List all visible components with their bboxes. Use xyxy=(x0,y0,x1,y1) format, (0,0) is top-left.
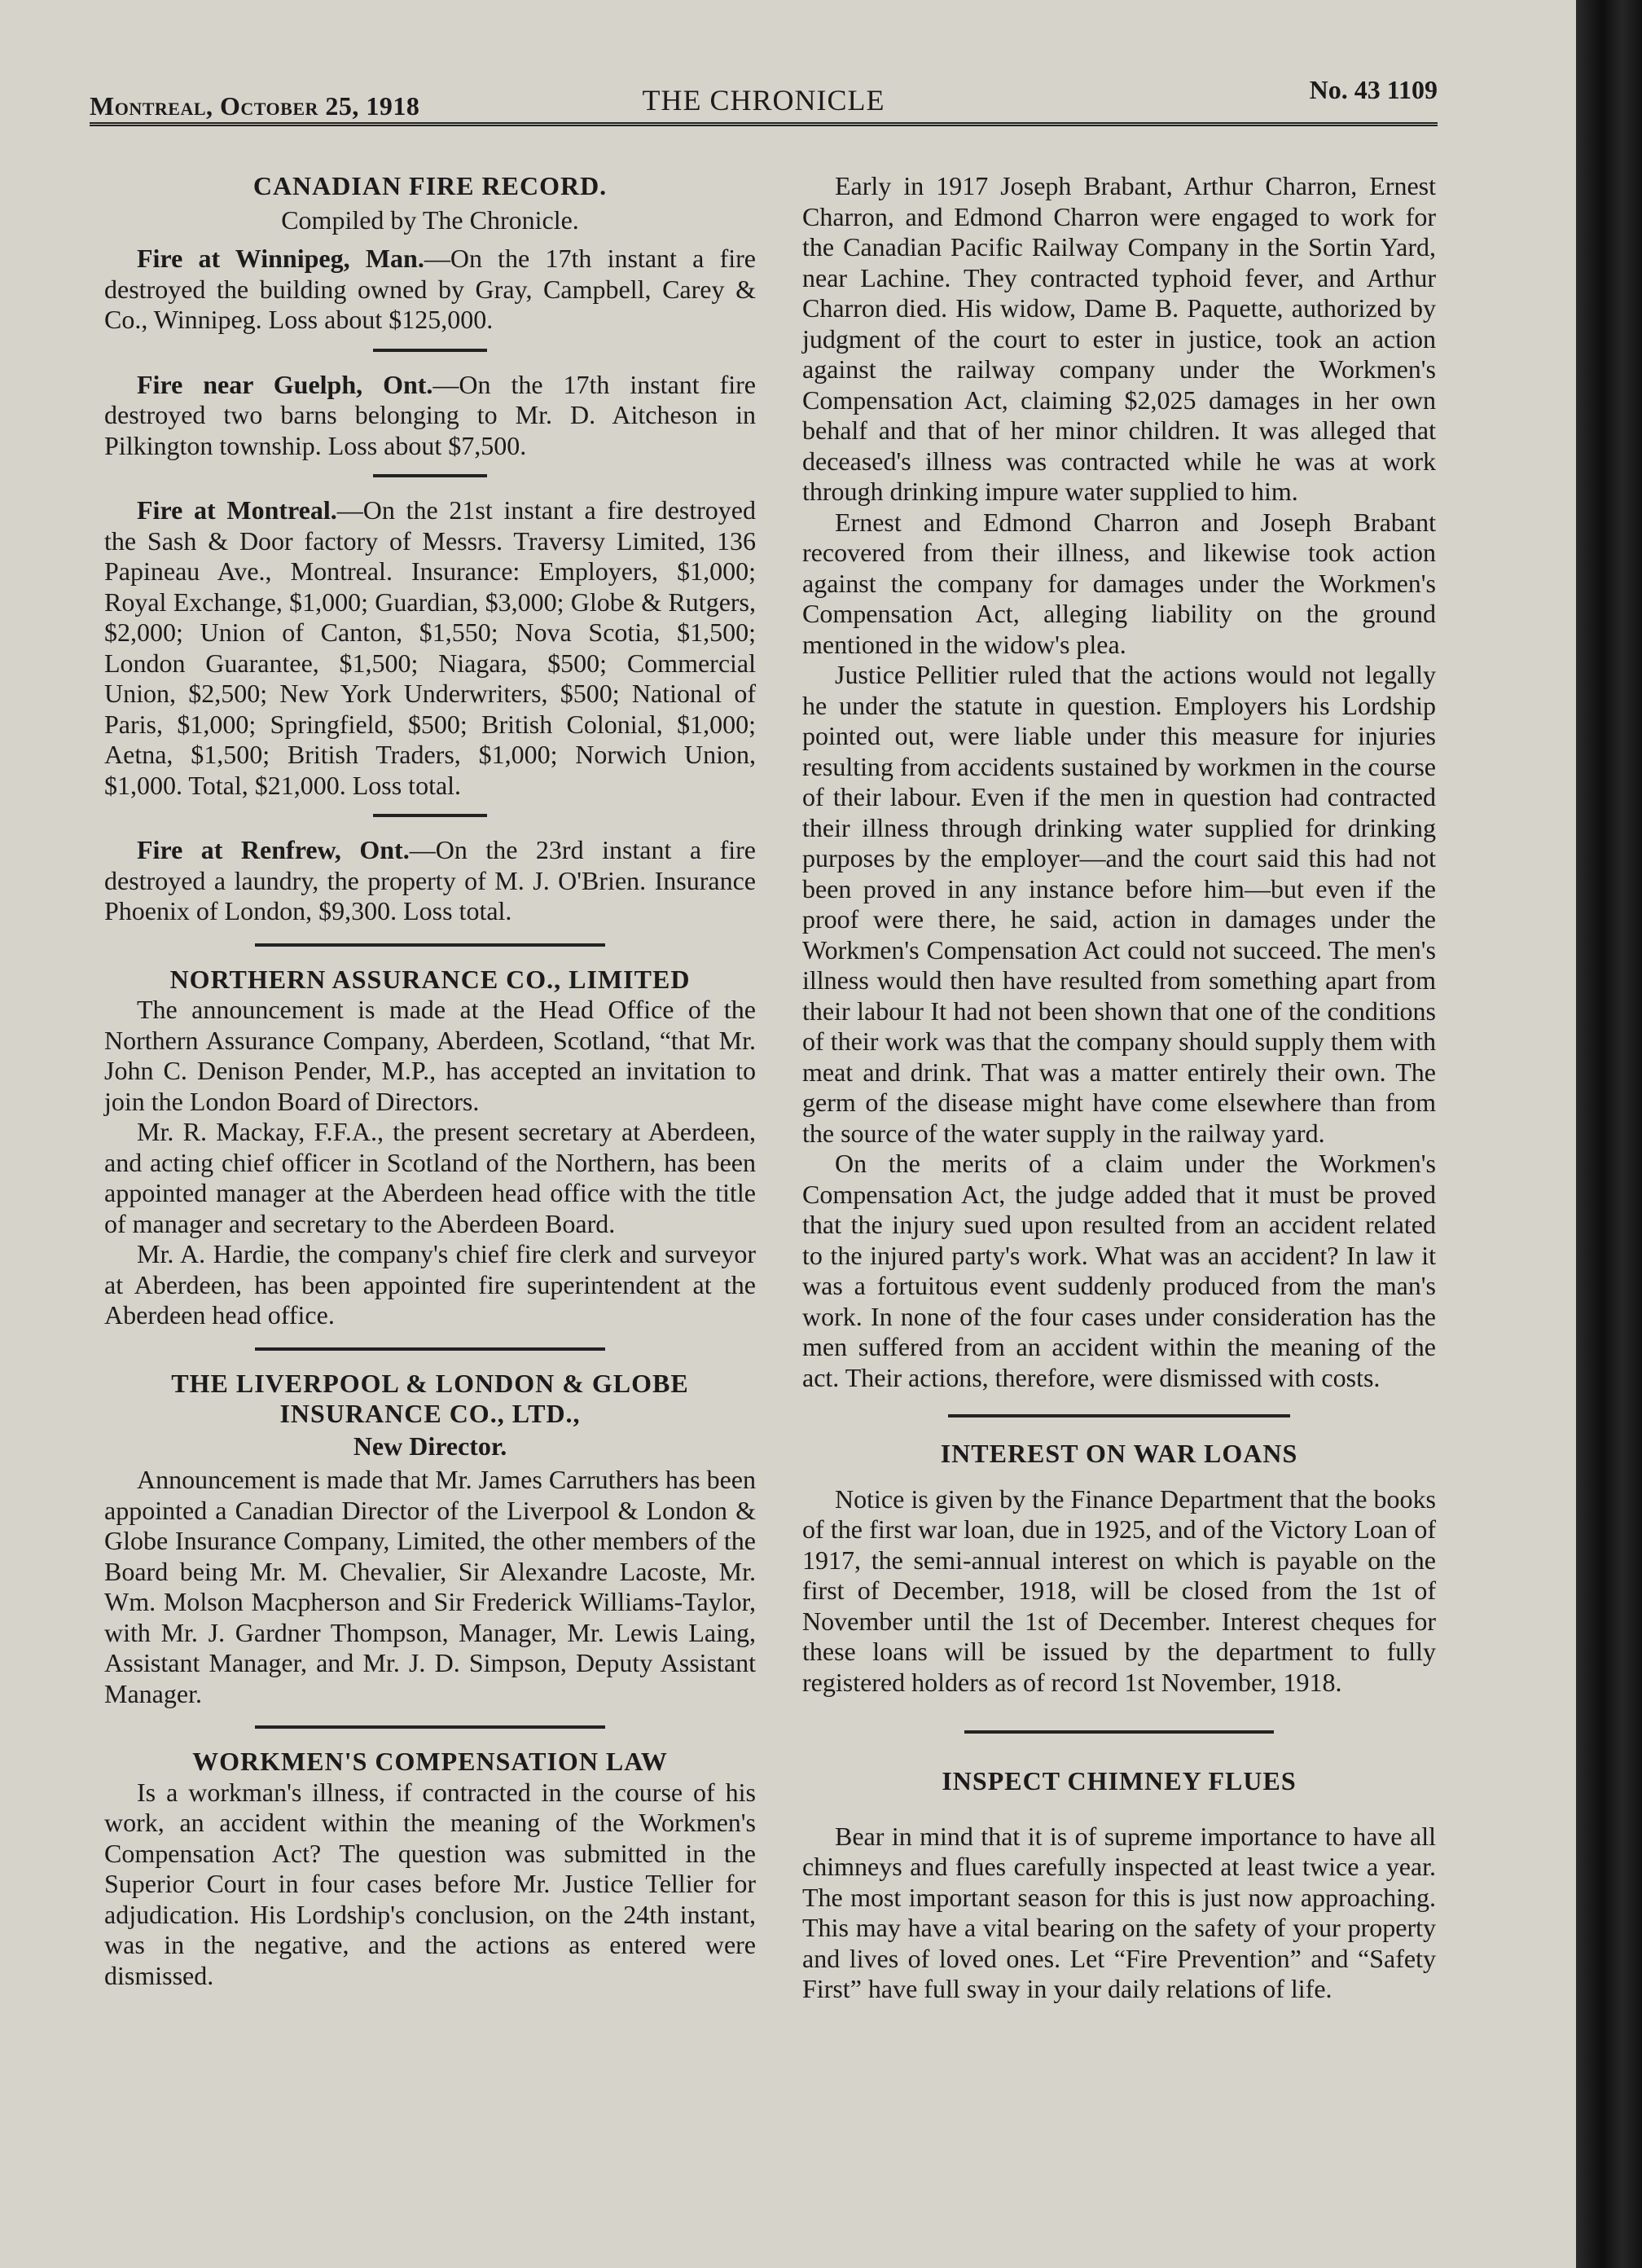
fire-item-lead: Fire near Guelph, Ont. xyxy=(137,369,433,399)
dateline: Montreal, October 25, 1918 xyxy=(90,91,420,121)
chimney-paragraph: Bear in mind that it is of supreme importance to have all chimneys and flues carefully inspected at least twice a year. The most important season for this is just now approaching. This may have a vital bearing on the safety of your property and lives of loved ones. Let “Fire Prevention” and “Safety First” have full sway in your daily relations of life. xyxy=(802,1821,1436,2003)
masthead: THE CHRONICLE xyxy=(642,84,885,116)
page-header xyxy=(90,75,1438,124)
fire-item-text: —On the 17th instant fire destroyed two barns belonging to Mr. D. Aitcheson in Pilkington township. Loss about $7,500. xyxy=(104,369,756,460)
fire-record-subtitle: Compiled by The Chronicle. xyxy=(281,204,579,235)
section-divider xyxy=(255,943,605,947)
section-divider xyxy=(255,1347,605,1351)
workmen-paragraph: Ernest and Edmond Charron and Joseph Brabant recovered from their illness, and likewise took action against the company for damages under the Workmen's Compensation Act, alleging liability on the ground mentioned in the widow's plea. xyxy=(802,507,1436,659)
fire-item xyxy=(104,244,756,336)
war-loans-title: INTEREST ON WAR LOANS xyxy=(940,1439,1298,1468)
liverpool-title-line1: THE LIVERPOOL & LONDON & GLOBE xyxy=(171,1368,689,1398)
divider xyxy=(373,349,487,352)
fire-item-text: —On the 21st instant a fire destroyed the Sash & Door factory of Messrs. Traversy Limited, 136 Papineau Ave., Montreal. Insurance: Employers, $1,000; Royal Exchange, $1,000; Guardian, $3,000; Globe & Rutgers, $2,000; Union of Canton, $1,550; Nova Scotia, $1,500; London Guarantee, $1,500; Niagara, $500; Commercial Union, $2,500; New York Underwriters, $500; National of Paris, $1,000; Springfield, $500; British Colonial, $1,000; Aetna, $1,500; British Traders, $1,000; Norwich Union, $1,000. Total, $21,000. Loss total. xyxy=(104,495,756,800)
left-column xyxy=(104,171,756,1991)
liverpool-title-line2: INSURANCE CO., LTD., xyxy=(279,1399,581,1428)
fire-item-lead: Fire at Montreal. xyxy=(137,495,337,525)
chimney-title: INSPECT CHIMNEY FLUES xyxy=(942,1766,1297,1796)
war-loans-paragraph: Notice is given by the Finance Department that the books of the first war loan, due in 1925, and of the Victory Loan of 1917, the semi-annual interest on which is payable on the first of December, 1918, will be closed from the 1st of November until the 1st of December. Interest cheques for these loans will be issued by the department to fully registered holders as of record 1st November, 1918. xyxy=(802,1483,1436,1697)
northern-title: NORTHERN ASSURANCE CO., LIMITED xyxy=(169,964,691,994)
northern-paragraph: The announcement is made at the Head Office of the Northern Assurance Company, Aberdeen, Scotland, “that Mr. John C. Denison Pender, M.P., has accepted an invitation to join the London Board of Directors. xyxy=(104,995,756,1116)
northern-paragraph: Mr. A. Hardie, the company's chief fire clerk and surveyor at Aberdeen, has been appointed fire superintendent at the Aberdeen head office. xyxy=(104,1239,756,1330)
fire-item-lead: Fire at Winnipeg, Man. xyxy=(137,244,424,273)
workmen-paragraph: Is a workman's illness, if contracted in the course of his work, an accident within the meaning of the Workmen's Compensation Act? The question was submitted in the Superior Court in four cases before Mr. Justice Tellier for adjudication. His Lordship's conclusion, on the 24th instant, was in the negative, and the actions as entered were dismissed. xyxy=(104,1777,756,1990)
workmen-paragraph: Early in 1917 Joseph Brabant, Arthur Charron, Ernest Charron, and Edmond Charron were engaged to work for the Canadian Pacific Railway Company in the Sortin Yard, near Lachine. They contracted typhoid fever, and Arthur Charron died. His widow, Dame B. Paquette, authorized by judgment of the court to ester in justice, took an action against the railway company under the Workmen's Compensation Act, claiming $2,025 damages in her own behalf and that of her minor children. It was alleged that deceased's illness was contracted while he was at work through drinking impure water supplied to him. xyxy=(802,171,1436,506)
fire-item-text: —On the 17th instant a fire destroyed the building owned by Gray, Campbell, Carey & Co., Winnipeg. Loss about $125,000. xyxy=(104,244,757,334)
liverpool-subhead: New Director. xyxy=(353,1431,507,1461)
section-divider xyxy=(255,1725,605,1729)
divider xyxy=(373,474,487,477)
section-divider xyxy=(964,1730,1274,1734)
fire-item xyxy=(104,835,756,927)
workmen-title: WORKMEN'S COMPENSATION LAW xyxy=(192,1747,668,1776)
section-divider xyxy=(948,1414,1290,1418)
fire-item-lead: Fire at Renfrew, Ont. xyxy=(137,835,410,864)
fire-item xyxy=(104,370,756,462)
spacer xyxy=(802,1797,1436,1822)
northern-paragraph: Mr. R. Mackay, F.F.A., the present secretary at Aberdeen, and acting chief officer in Scotland of the Northern, has been appointed manager at the Aberdeen head office with the title of manager and secretary to the Aberdeen Board. xyxy=(104,1117,756,1238)
workmen-paragraph: Justice Pellitier ruled that the actions would not legally he under the statute in question. Employers his Lordship pointed out, were liable under this measure for injuries resulting from accidents sustained by workmen in the course of their labour. Even if the men in question had contracted their illness through drinking water supplied for drinking purposes by the employer—and the court said this had not been proved in any instance before him—but even if the proof were there, he said, action in damages under the Workmen's Compensation Act could not succeed. The men's illness would then have resulted from something apart from their labour It had not been shown that one of the conditions of their work was that the company should supply them with meat and drink. That was a matter entirely their own. The germ of the disease might have come elsewhere than from the source of the water supply in the railway yard. xyxy=(802,660,1436,1148)
book-binding-edge xyxy=(1576,0,1642,2268)
fire-item-text: —On the 23rd instant a fire destroyed a laundry, the property of M. J. O'Brien. Insurance Phoenix of London, $9,300. Loss total. xyxy=(104,835,756,925)
fire-record-title: CANADIAN FIRE RECORD. xyxy=(252,171,608,200)
workmen-paragraph: On the merits of a claim under the Workmen's Compensation Act, the judge added that it must be proved that the injury sued upon resulted from an accident related to the injured party's work. What was an accident? In law it was a fortuitous event suddenly produced from the man's work. In none of the four cases under consideration has the men suffered from an accident within the meaning of the act. Their actions, therefore, were dismissed with costs. xyxy=(802,1149,1436,1392)
issue-number: No. 43 1109 xyxy=(1309,75,1438,104)
liverpool-paragraph: Announcement is made that Mr. James Carruthers has been appointed a Canadian Director of the Liverpool & London & Globe Insurance Company, Limited, the other members of the Board being Mr. M. Chevalier, Sir Alexandre Lacoste, Mr. Wm. Molson Macpherson and Sir Frederick Williams-Taylor, with Mr. J. Gardner Thompson, Manager, Mr. Lewis Laing, Assistant Manager, and Mr. J. D. Simpson, Deputy Assistant Manager. xyxy=(104,1465,756,1708)
spacer xyxy=(802,1470,1436,1484)
right-column xyxy=(802,171,1436,2005)
header-rule xyxy=(90,122,1438,126)
divider xyxy=(373,814,487,817)
fire-item xyxy=(104,495,756,801)
